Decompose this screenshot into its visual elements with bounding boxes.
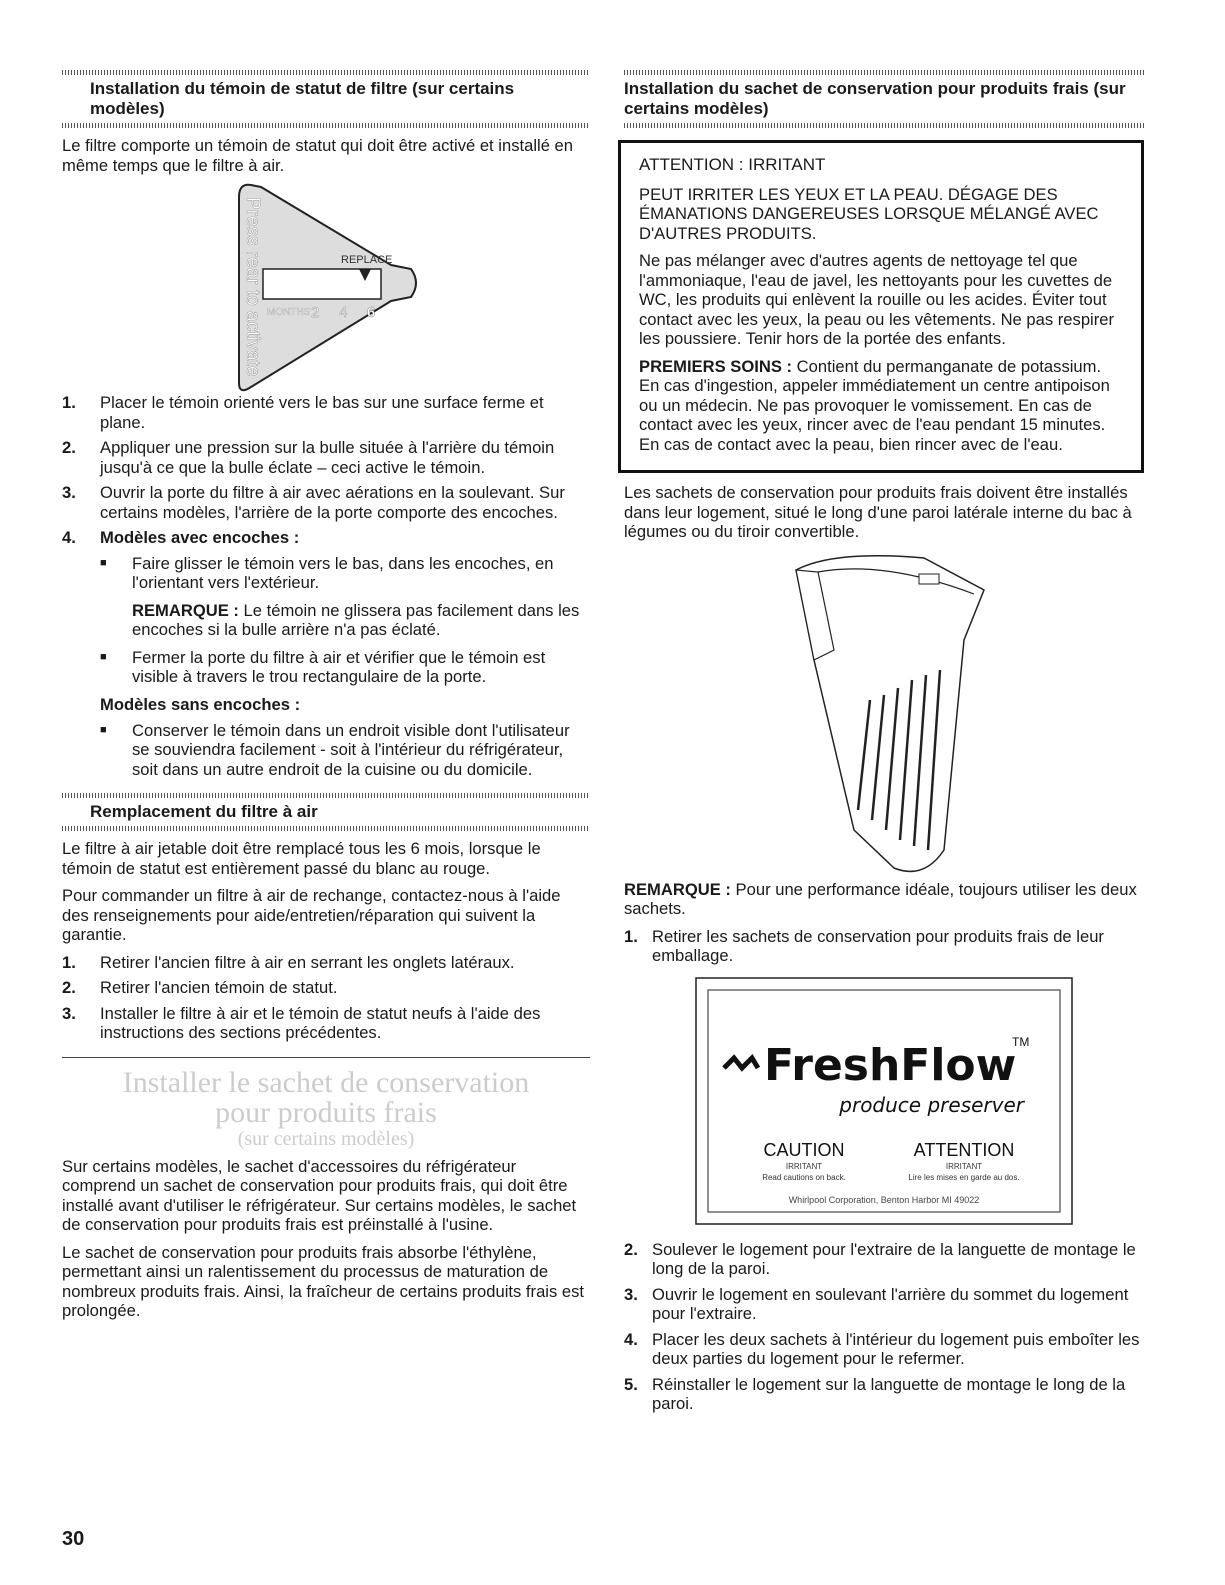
attention-sub: IRRITANT [945, 1161, 983, 1171]
bullet-item: ■ Conserver le témoin dans un endroit visible dont l'utilisateur se souviendra facilement - soit à l'intérieur du réfrigérateur, soit dans un autre endroit de la cuisine ou du domicile. [100, 720, 570, 779]
warning-title: ATTENTION : IRRITANT [639, 155, 826, 174]
divider [62, 123, 590, 128]
brand-name: FreshFlow [764, 1039, 1017, 1091]
list-item: 3. Installer le filtre à air et le témoin de statut neufs à l'aide des instructions des sections précédentes. [62, 1003, 541, 1042]
manufacturer-footer: Whirlpool Corporation, Benton Harbor MI 49022 [788, 1194, 980, 1205]
list-item: 4. Modèles avec encoches : [62, 528, 300, 547]
divider [62, 826, 590, 831]
bullet-item: ■ Fermer la porte du filtre à air et vérifier que le témoin est visible à travers le trou rectangulaire de la porte. [100, 647, 546, 686]
list-item: 1. Retirer l'ancien filtre à air en serrant les onglets latéraux. [62, 952, 515, 972]
preserver-housing-illustration [774, 550, 994, 880]
note: REMARQUE : Le témoin ne glissera pas facilement dans les encoches si la bulle arrière n'a pas éclaté. [132, 600, 580, 639]
warning-box [618, 140, 1144, 473]
indicator-month-4: 4 [339, 304, 348, 321]
tagline: produce preserver [839, 1092, 1024, 1117]
first-aid: PREMIERS SOINS : Contient du permanganate de potassium. En cas d'ingestion, appeler immédiatement un centre antipoison ou un médecin. Ne pas provoquer le vomissement. En cas de contact avec les yeux, rincer avec de l'eau pendant 15 minutes. En cas de contact avec la peau, bien rincer avec de l'eau. [639, 356, 1110, 454]
intro-text: Le filtre comporte un témoin de statut qui doit être activé et installé en même temps que le filtre à air. [62, 136, 574, 175]
warning-caps: PEUT IRRITER LES YEUX ET LA PEAU. DÉGAGE DES ÉMANATIONS DANGEREUSES LORSQUE MÉLANGÉ AVEC D'AUTRES PRODUITS. [639, 184, 1099, 243]
subheading-no-notches: Modèles sans encoches : [100, 694, 301, 714]
indicator-side-text: Press rear to activate [242, 197, 263, 377]
paragraph: Le sachet de conservation pour produits frais absorbe l'éthylène, permettant ainsi un ralentissement du processus de maturation de nombreux produits frais. Ainsi, la fraîcheur de certains produits frais est prolongée. [62, 1242, 585, 1320]
list-item: 1. Retirer les sachets de conservation pour produits frais de leur emballage. [624, 926, 1104, 965]
paragraph: Sur certains modèles, le sachet d'accessoires du réfrigérateur comprend un sachet de conservation pour produits frais, qui doit être installé avant d'utiliser le réfrigérateur. Sur certains modèles, le sachet de conservation pour produits frais est préinstallé à l'usine. [62, 1156, 577, 1234]
list-item: 2. Soulever le logement pour l'extraire de la languette de montage le long de la paroi. [624, 1239, 1136, 1278]
divider [624, 123, 1144, 128]
replacement-steps [62, 953, 590, 1043]
paragraph: Les sachets de conservation pour produits frais doivent être installés dans leur logement, situé le long d'une paroi latérale interne du bac à légumes ou du tiroir convertible. [624, 483, 1132, 541]
left-column [62, 70, 590, 1329]
indicator-month-2: 2 [311, 304, 320, 321]
big-title-line2: pour produits frais [215, 1095, 437, 1129]
list-item: 4. Placer les deux sachets à l'intérieur du logement puis emboîter les deux parties du logement pour le refermer. [624, 1329, 1140, 1368]
warning-text: Ne pas mélanger avec d'autres agents de nettoyage tel que l'ammoniaque, l'eau de javel, les nettoyants pour les cuvettes de WC, les produits qui enlèvent la rouille ou les acides. Éviter tout contact avec les yeux, la peau ou les vêtements. Ne pas respirer les poussiere. Tenir hors de la portée des enfants. [639, 251, 1115, 348]
status-indicator-illustration [211, 183, 441, 393]
preserver-steps [624, 1240, 1144, 1414]
indicator-month-6: 6 [367, 304, 376, 321]
bullet-item: ■ Faire glisser le témoin vers le bas, dans les encoches, en l'orientant vers l'extérieur. [100, 553, 554, 592]
list-item: 3. Ouvrir le logement en soulevant l'arrière du sommet du logement pour l'extraire. [624, 1284, 1129, 1323]
caution-sub: IRRITANT [785, 1161, 823, 1171]
list-item: 2. Retirer l'ancien témoin de statut. [62, 978, 338, 997]
freshflow-package [694, 976, 1074, 1226]
section-heading-indicator: Installation du témoin de statut de filtre (sur certains modèles) [90, 79, 515, 118]
page-number: 30 [62, 1528, 85, 1550]
paragraph: Pour commander un filtre à air de rechange, contactez-nous à l'aide des renseignements pour aide/entretien/réparation qui suivent la garantie. [62, 886, 561, 944]
list-item: 1. Placer le témoin orienté vers le bas sur une surface ferme et plane. [62, 393, 544, 432]
big-title-sub: (sur certains modèles) [237, 1127, 415, 1150]
indicator-months-text: MONTHS [267, 307, 311, 318]
trademark: TM [1012, 1034, 1030, 1049]
list-item: 2. Appliquer une pression sur la bulle située à l'arrière du témoin jusqu'à ce que la bulle éclate – ceci active le témoin. [62, 438, 555, 477]
caution-label: CAUTION [763, 1139, 845, 1160]
section-heading-replacement: Remplacement du filtre à air [90, 802, 318, 821]
big-title-line1: Installer le sachet de conservation [122, 1065, 530, 1099]
caution-note: Read cautions on back. [762, 1172, 846, 1182]
note: REMARQUE : Pour une performance idéale, toujours utiliser les deux sachets. [624, 879, 1137, 918]
attention-note: Lire les mises en garde au dos. [908, 1172, 1020, 1182]
attention-label: ATTENTION [913, 1139, 1015, 1160]
indicator-replace-text: REPLACE [341, 254, 393, 266]
indicator-steps [62, 393, 590, 548]
divider [62, 1057, 590, 1058]
divider [624, 70, 1144, 75]
list-item: 3. Ouvrir la porte du filtre à air avec aérations en la soulevant. Sur certains modèles, l'arrière de la porte comporte des encoches. [62, 483, 565, 522]
list-item: 5. Réinstaller le logement sur la languette de montage le long de la paroi. [624, 1374, 1126, 1413]
divider [62, 793, 590, 798]
paragraph: Le filtre à air jetable doit être remplacé tous les 6 mois, lorsque le témoin de statut est entièrement passé du blanc au rouge. [62, 839, 541, 878]
section-heading-preserver: Installation du sachet de conservation pour produits frais (sur certains modèles) [624, 79, 1126, 118]
divider [62, 70, 590, 75]
right-column [624, 70, 1144, 1420]
